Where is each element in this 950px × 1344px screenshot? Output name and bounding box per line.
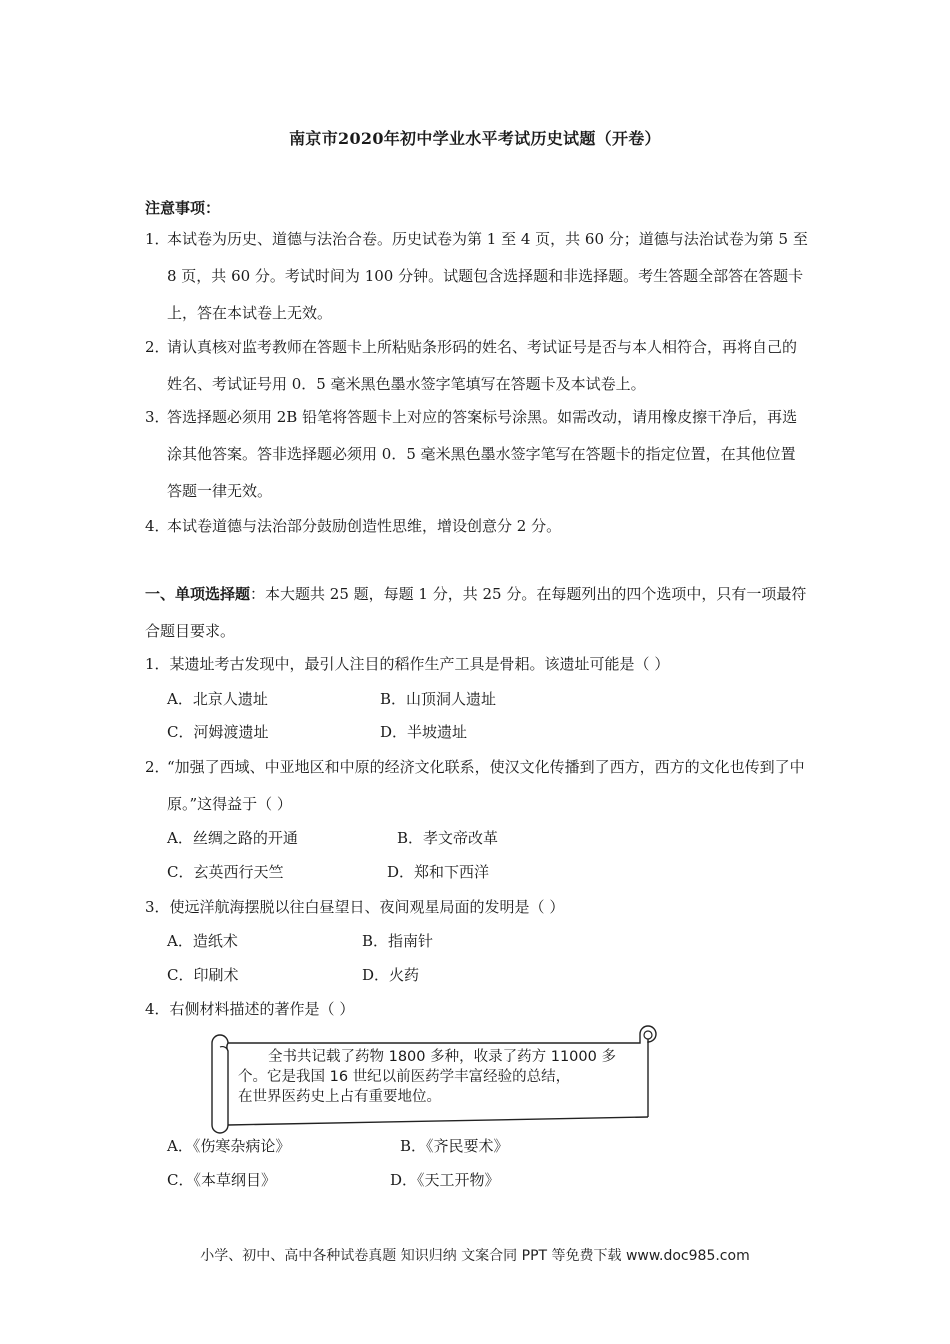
note-number: 1．: [145, 230, 170, 248]
footer-link[interactable]: 小学、初中、高中各种试卷真题 知识归纳 文案合同 PPT 等免费下载 www.doc985.com: [200, 1248, 750, 1264]
note-item-1: [145, 221, 810, 332]
question-4-option-c: C．《本草纲目》: [167, 1171, 276, 1189]
material-line-1: 全书共记载了药物 1800 多种，收录了药方 11000 多个。它是我国 16 世纪以前医药学丰富经验的总结，: [238, 1049, 616, 1085]
question-1-option-c: C．河姆渡遗址: [167, 723, 269, 741]
note-text: 本试卷为历史、道德与法治合卷。历史试卷为第 1 至 4 页，共 60 分；道德与法治试卷为第 5 至 8 页，共 60 分。考试时间为 100 分钟。试题包含选择题和非选择题。考生答题全部答在答题卡上，答在本试卷上无效。: [167, 230, 808, 322]
question-1-stem: 1．某遗址考古发现中，最引人注目的稻作生产工具是骨耜。该遗址可能是（ ）: [145, 655, 670, 673]
notes-heading: 注意事项：: [145, 199, 221, 217]
section-one: [145, 576, 810, 650]
question-3-option-d: D．火药: [362, 966, 420, 984]
question-1-option-d: D．半坡遗址: [380, 723, 468, 741]
question-4-option-b: B．《齐民要术》: [400, 1137, 509, 1155]
question-4-option-a: A．《伤寒杂病论》: [167, 1137, 291, 1155]
material-scroll: [208, 1025, 658, 1140]
section-intro: ：本大题共 25 题，每题 1 分，共 25 分。在每题列出的四个选项中，只有一项最符合题目要求。: [145, 585, 807, 640]
note-text: 答选择题必须用 2B 铅笔将答题卡上对应的答案标号涂黑。如需改动，请用橡皮擦干净后，再选涂其他答案。答非选择题必须用 0．5 毫米黑色墨水签字笔写在答题卡的指定位置，在其他位置答题一律无效。: [167, 408, 798, 500]
material-line-2: 在世界医药史上占有重要地位。: [238, 1089, 441, 1105]
question-2-option-b: B．孝文帝改革: [397, 829, 499, 847]
section-heading: 一、单项选择题: [145, 585, 251, 603]
note-text: 请认真核对监考教师在答题卡上所粘贴条形码的姓名、考试证号是否与本人相符合，再将自己的姓名、考试证号用 0．5 毫米黑色墨水签字笔填写在答题卡及本试卷上。: [167, 338, 798, 393]
question-1-option-b: B．山顶洞人遗址: [380, 690, 497, 708]
note-item-4: [145, 508, 810, 545]
note-item-3: [145, 399, 810, 510]
question-number: 2．: [145, 758, 170, 776]
material-text: [238, 1047, 633, 1107]
note-item-2: [145, 329, 810, 403]
question-3-option-c: C．印刷术: [167, 966, 239, 984]
question-2-option-a: A．丝绸之路的开通: [167, 829, 298, 847]
note-number: 2．: [145, 338, 170, 356]
page-title: 南京市2020年初中学业水平考试历史试题（开卷）: [289, 129, 661, 148]
question-2-option-d: D．郑和下西洋: [387, 863, 490, 881]
note-text: 本试卷道德与法治部分鼓励创造性思维，增设创意分 2 分。: [167, 517, 562, 535]
question-3-option-a: A．造纸术: [167, 932, 238, 950]
question-1-option-a: A．北京人遗址: [167, 690, 268, 708]
question-2-stem: [145, 749, 810, 823]
question-2-option-c: C．玄英西行天竺: [167, 863, 284, 881]
note-number: 3．: [145, 408, 170, 426]
question-3-option-b: B．指南针: [362, 932, 434, 950]
question-text: “加强了西域、中亚地区和中原的经济文化联系，使汉文化传播到了西方，西方的文化也传到了中原。”这得益于（ ）: [167, 758, 805, 813]
question-4-stem: 4．右侧材料描述的著作是（ ）: [145, 1000, 355, 1018]
question-4-option-d: D．《天工开物》: [390, 1171, 500, 1189]
question-3-stem: 3．使远洋航海摆脱以往白昼望日、夜间观星局面的发明是（ ）: [145, 898, 565, 916]
note-number: 4．: [145, 517, 170, 535]
